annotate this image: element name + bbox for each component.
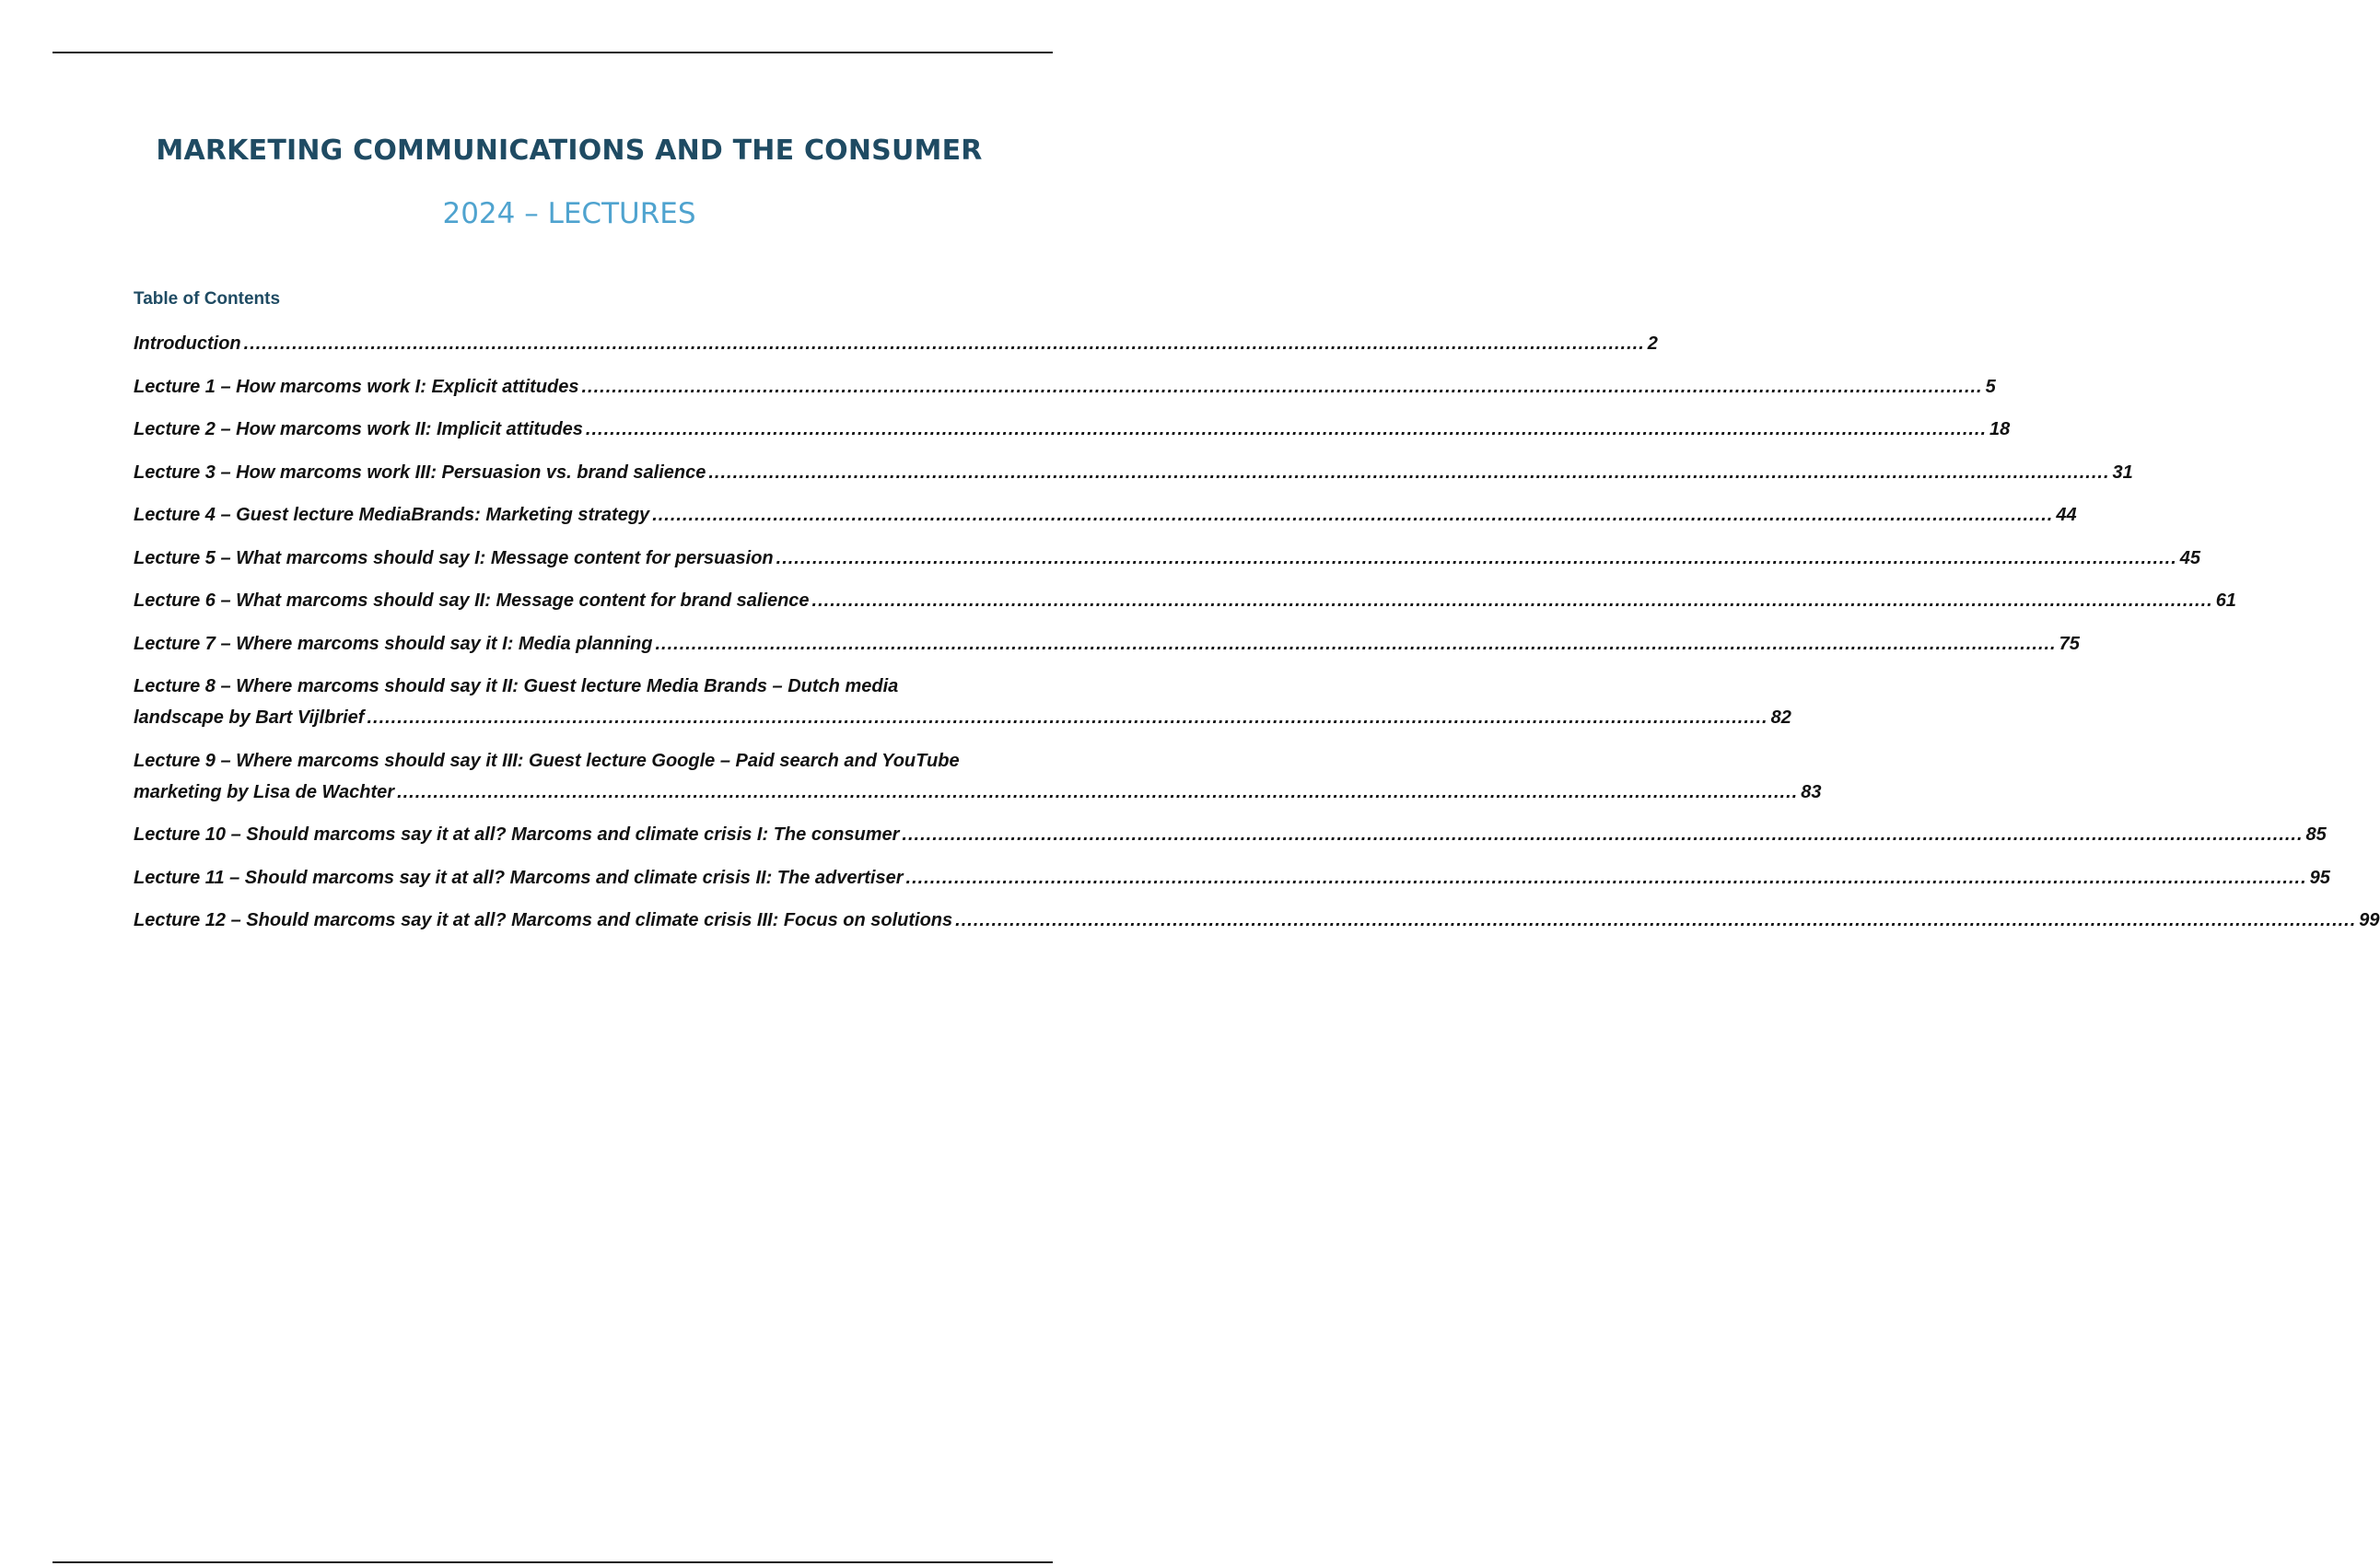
toc-entry-lecture-6[interactable] xyxy=(134,585,2236,616)
toc-entry-lecture-10[interactable] xyxy=(134,819,2327,850)
bottom-rule xyxy=(52,1561,1053,1563)
toc-entry-title: Lecture 5 – What marcoms should say I: Message content for persuasion xyxy=(134,547,774,568)
toc-dot-leader xyxy=(586,414,1987,445)
toc-dot-leader xyxy=(652,499,2053,531)
toc-entry-page: 75 xyxy=(2059,633,2080,654)
toc-entry-page: 2 xyxy=(1647,333,1658,354)
toc-entry-page: 18 xyxy=(1989,419,2011,439)
document-subtitle: 2024 – LECTURES xyxy=(442,197,696,230)
toc-dot-leader xyxy=(812,585,2213,616)
toc-entry-title: Lecture 12 – Should marcoms say it at all? Marcoms and climate crisis III: Focus on solutions xyxy=(134,910,953,930)
toc-entry-lecture-9[interactable] xyxy=(134,745,1822,808)
table-of-contents xyxy=(134,328,2380,948)
toc-entry-lecture-4[interactable] xyxy=(134,499,2077,531)
toc-entry-page: 82 xyxy=(1770,707,1791,728)
toc-entry-page: 95 xyxy=(2309,867,2330,888)
toc-entry-title: Lecture 4 – Guest lecture MediaBrands: Marketing strategy xyxy=(134,505,650,525)
toc-entry-lecture-1[interactable] xyxy=(134,371,1996,403)
toc-entry-title: landscape by Bart Vijlbrief xyxy=(134,707,365,728)
toc-entry-title: marketing by Lisa de Wachter xyxy=(134,781,395,802)
toc-entry-introduction[interactable] xyxy=(134,328,1658,359)
toc-entry-page: 99 xyxy=(2359,910,2380,930)
toc-entry-title: Lecture 10 – Should marcoms say it at all? Marcoms and climate crisis I: The consumer xyxy=(134,824,900,845)
toc-entry-title: Lecture 6 – What marcoms should say II: Message content for brand salience xyxy=(134,590,810,611)
toc-entry-page: 44 xyxy=(2056,505,2077,525)
toc-dot-leader xyxy=(367,702,1768,733)
toc-dot-leader xyxy=(955,905,2356,936)
toc-entry-page: 31 xyxy=(2112,462,2133,483)
toc-dot-leader xyxy=(397,777,1798,808)
toc-dot-leader xyxy=(655,628,2056,660)
toc-entry-lecture-2[interactable] xyxy=(134,414,2011,445)
toc-entry-page: 83 xyxy=(1801,781,1822,802)
toc-entry-title-line-1: Lecture 8 – Where marcoms should say it II: Guest lecture Media Brands – Dutch media xyxy=(134,676,899,696)
toc-dot-leader xyxy=(708,457,2109,488)
toc-entry-lecture-8[interactable] xyxy=(134,671,1791,733)
toc-entry-title: Lecture 2 – How marcoms work II: Implicit attitudes xyxy=(134,419,583,439)
toc-entry-lecture-3[interactable] xyxy=(134,457,2133,488)
toc-heading: Table of Contents xyxy=(134,289,281,309)
document-title: MARKETING COMMUNICATIONS AND THE CONSUMER xyxy=(156,134,983,167)
toc-entry-lecture-12[interactable] xyxy=(134,905,2380,936)
toc-entry-title: Lecture 7 – Where marcoms should say it I: Media planning xyxy=(134,633,653,654)
toc-entry-title: Lecture 1 – How marcoms work I: Explicit attitudes xyxy=(134,376,579,397)
toc-entry-title: Introduction xyxy=(134,333,241,354)
toc-entry-lecture-5[interactable] xyxy=(134,543,2201,574)
toc-entry-page: 61 xyxy=(2215,590,2236,611)
top-rule xyxy=(52,52,1053,53)
toc-entry-lecture-11[interactable] xyxy=(134,862,2330,894)
toc-entry-title: Lecture 11 – Should marcoms say it at all? Marcoms and climate crisis II: The advertiser xyxy=(134,867,904,888)
toc-entry-lecture-7[interactable] xyxy=(134,628,2080,660)
toc-dot-leader xyxy=(776,543,2177,574)
toc-dot-leader xyxy=(902,819,2303,850)
toc-entry-title-line-1: Lecture 9 – Where marcoms should say it III: Guest lecture Google – Paid search and YouTube xyxy=(134,750,960,771)
toc-dot-leader xyxy=(906,862,2307,894)
toc-dot-leader xyxy=(244,328,1645,359)
toc-entry-title: Lecture 3 – How marcoms work III: Persuasion vs. brand salience xyxy=(134,462,706,483)
toc-entry-page: 45 xyxy=(2179,547,2201,568)
toc-entry-page: 85 xyxy=(2305,824,2327,845)
toc-entry-page: 5 xyxy=(1985,376,1996,397)
toc-dot-leader xyxy=(581,371,1982,403)
